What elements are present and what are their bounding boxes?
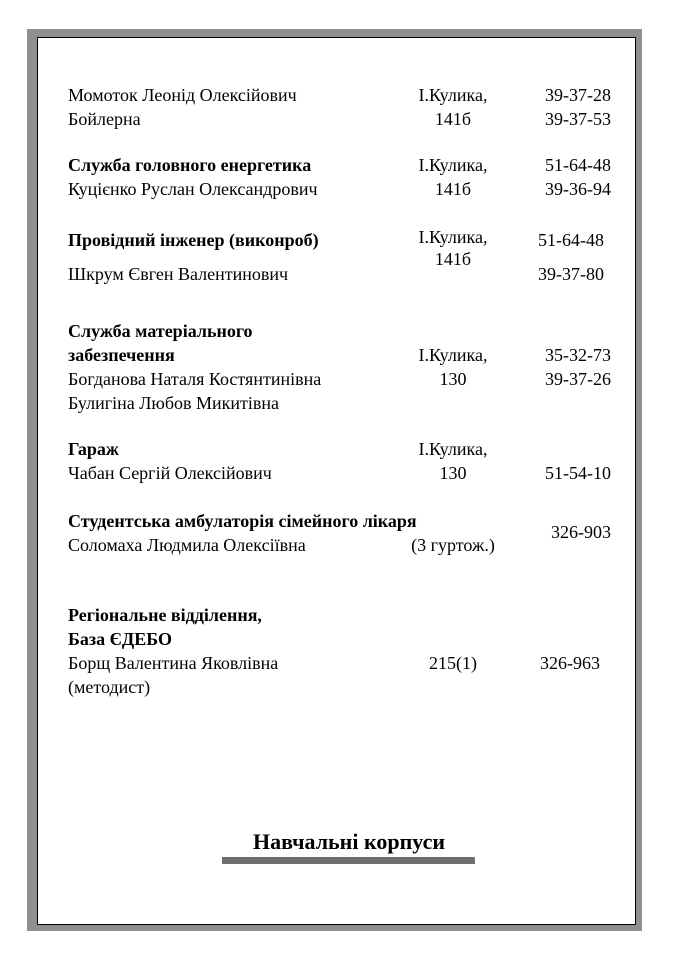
section-heading: Студентська амбулаторія сімейного лікаря bbox=[68, 511, 417, 531]
entry-address: І.Кулика, bbox=[418, 345, 488, 365]
entry-phone: 39-37-28 bbox=[545, 85, 611, 105]
entry-phone: 51-64-48 bbox=[538, 230, 604, 250]
entry-name: (методист) bbox=[68, 677, 151, 697]
entry-name: Куцієнко Руслан Олександрович bbox=[68, 179, 318, 199]
entry-address: 130 bbox=[439, 463, 467, 483]
entry-address: 130 bbox=[439, 369, 467, 389]
section-heading: Служба головного енергетика bbox=[68, 155, 312, 175]
section-heading: База ЄДЕБО bbox=[68, 629, 173, 649]
entry-phone: 51-64-48 bbox=[545, 155, 611, 175]
section-heading: Гараж bbox=[68, 439, 119, 459]
entry-phone: 326-963 bbox=[540, 653, 600, 673]
section-heading: Провідний інженер (виконроб) bbox=[68, 230, 319, 250]
entry-phone: 51-54-10 bbox=[545, 463, 611, 483]
entry-address: І.Кулика, bbox=[418, 85, 488, 105]
entry-name: Борщ Валентина Яковлівна bbox=[68, 653, 279, 673]
entry-phone: 39-36-94 bbox=[545, 179, 611, 199]
entry-address: І.Кулика, bbox=[418, 439, 488, 459]
section-heading: забезпечення bbox=[68, 345, 175, 365]
entry-phone: 35-32-73 bbox=[545, 345, 611, 365]
entry-name: Шкрум Євген Валентинович bbox=[68, 264, 289, 284]
entry-phone: 326-903 bbox=[551, 522, 611, 542]
entry-address: 215(1) bbox=[429, 653, 477, 673]
entry-name: Момоток Леонід Олексійович bbox=[68, 85, 297, 105]
section-heading: Служба матеріального bbox=[68, 321, 253, 341]
footer-underline bbox=[222, 857, 475, 864]
entry-name: Булигіна Любов Микитівна bbox=[68, 393, 280, 413]
entry-phone: 39-37-80 bbox=[538, 264, 604, 284]
entry-address: 141б bbox=[434, 179, 472, 199]
entry-address: І.Кулика, bbox=[418, 155, 488, 175]
entry-address: 141б bbox=[434, 249, 472, 269]
entry-name: Соломаха Людмила Олексіївна bbox=[68, 535, 306, 555]
section-heading: Регіональне відділення, bbox=[68, 605, 262, 625]
entry-phone: 39-37-53 bbox=[545, 109, 611, 129]
entry-phone: 39-37-26 bbox=[545, 369, 611, 389]
entry-address: І.Кулика, bbox=[418, 227, 488, 247]
footer-title: Навчальні корпуси bbox=[252, 829, 446, 854]
entry-address: (3 гуртож.) bbox=[411, 535, 495, 555]
entry-name: Бойлерна bbox=[68, 109, 141, 129]
entry-address: 141б bbox=[434, 109, 472, 129]
entry-name: Чабан Сергій Олексійович bbox=[68, 463, 272, 483]
entry-name: Богданова Наталя Костянтинівна bbox=[68, 369, 322, 389]
